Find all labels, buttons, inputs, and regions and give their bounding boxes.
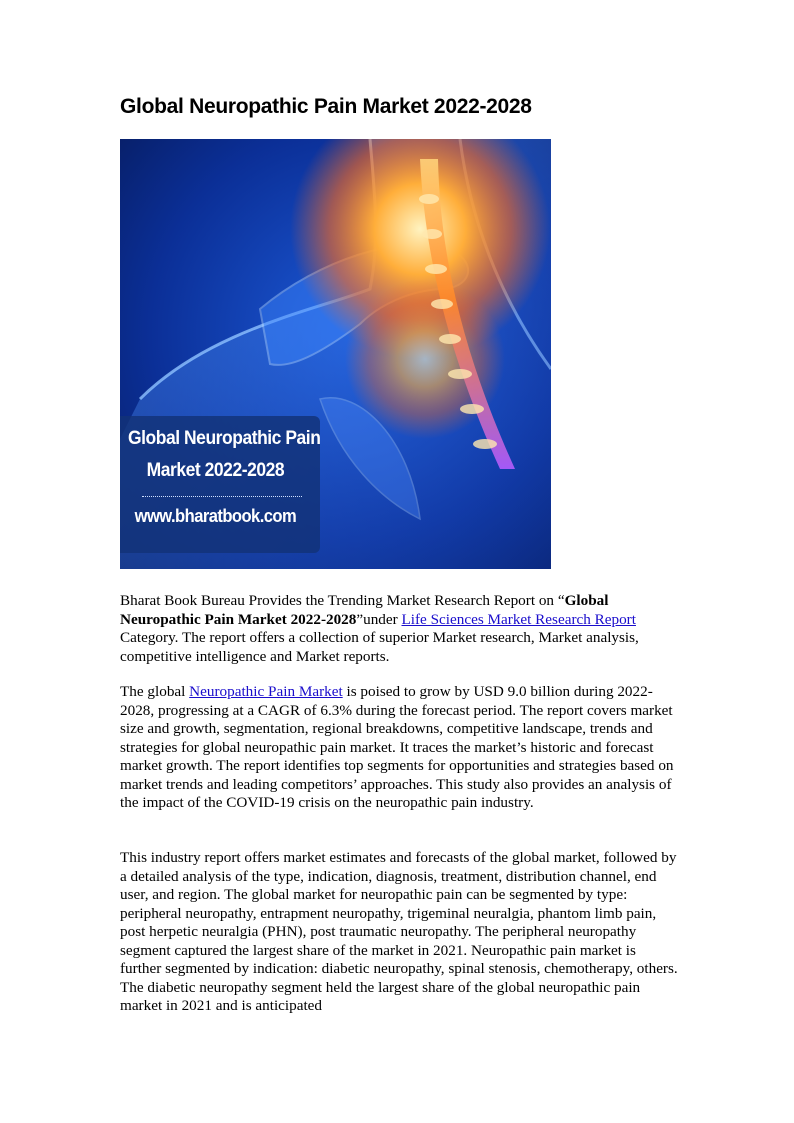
intro-text-after: Category. The report offers a collection of superior Market research, Market analysis, competitive intelligence and Market reports. [120,629,639,665]
banner-title-line1: Global Neuropathic Pain [128,428,321,449]
intro-paragraph [120,592,680,666]
page-title: Global Neuropathic Pain Market 2022-2028 [120,95,532,118]
banner-divider [142,496,302,497]
intro-text-before: Bharat Book Bureau Provides the Trending Market Research Report on “ [120,592,565,609]
market-text-after: is poised to grow by USD 9.0 billion during 2022-2028, progressing at a CAGR of 6.3% during the forecast period. The report covers market size and growth, segmentation, regional breakdowns, competitive landscape, trends and strategies for global neuropathic pain market. It traces the market’s historic and forecast market growth. The report identifies top segments for opportunities and strategies based on market trends and leading competitors’ approaches. This study also provides an analysis of the impact of the COVID-19 crisis on the neuropathic pain industry. [120,683,674,811]
banner-url: www.bharatbook.com [134,506,297,526]
intro-bold-title: Global Neuropathic Pain Market 2022-2028 [120,592,609,628]
neuropathic-pain-market-link[interactable]: Neuropathic Pain Market [189,683,343,700]
market-paragraph [120,683,680,813]
hero-image [120,139,551,569]
segments-paragraph: This industry report offers market estimates and forecasts of the global market, followed by a detailed analysis of the type, indication, diagnosis, treatment, distribution channel, end user, and region. The global market for neuropathic pain can be segmented by type: peripheral neuropathy, entrapment neuropathy, trigeminal neuralgia, phantom limb pain, post herpetic neuralgia (PHN), post traumatic neuropathy. The peripheral neuropathy segment captured the largest share of the market in 2021. Neuropathic pain market is further segmented by indication: diabetic neuropathy, spinal stenosis, chemotherapy, others. The diabetic neuropathy segment held the largest share of the global neuropathic pain market in 2021 and is anticipated [120,849,678,1014]
banner-title-line2: Market 2022-2028 [146,460,285,481]
intro-text-mid: ”under [356,610,402,628]
life-sciences-report-link[interactable]: Life Sciences Market Research Report [401,610,636,628]
market-text-before: The global [120,683,190,700]
image-banner [120,416,320,553]
